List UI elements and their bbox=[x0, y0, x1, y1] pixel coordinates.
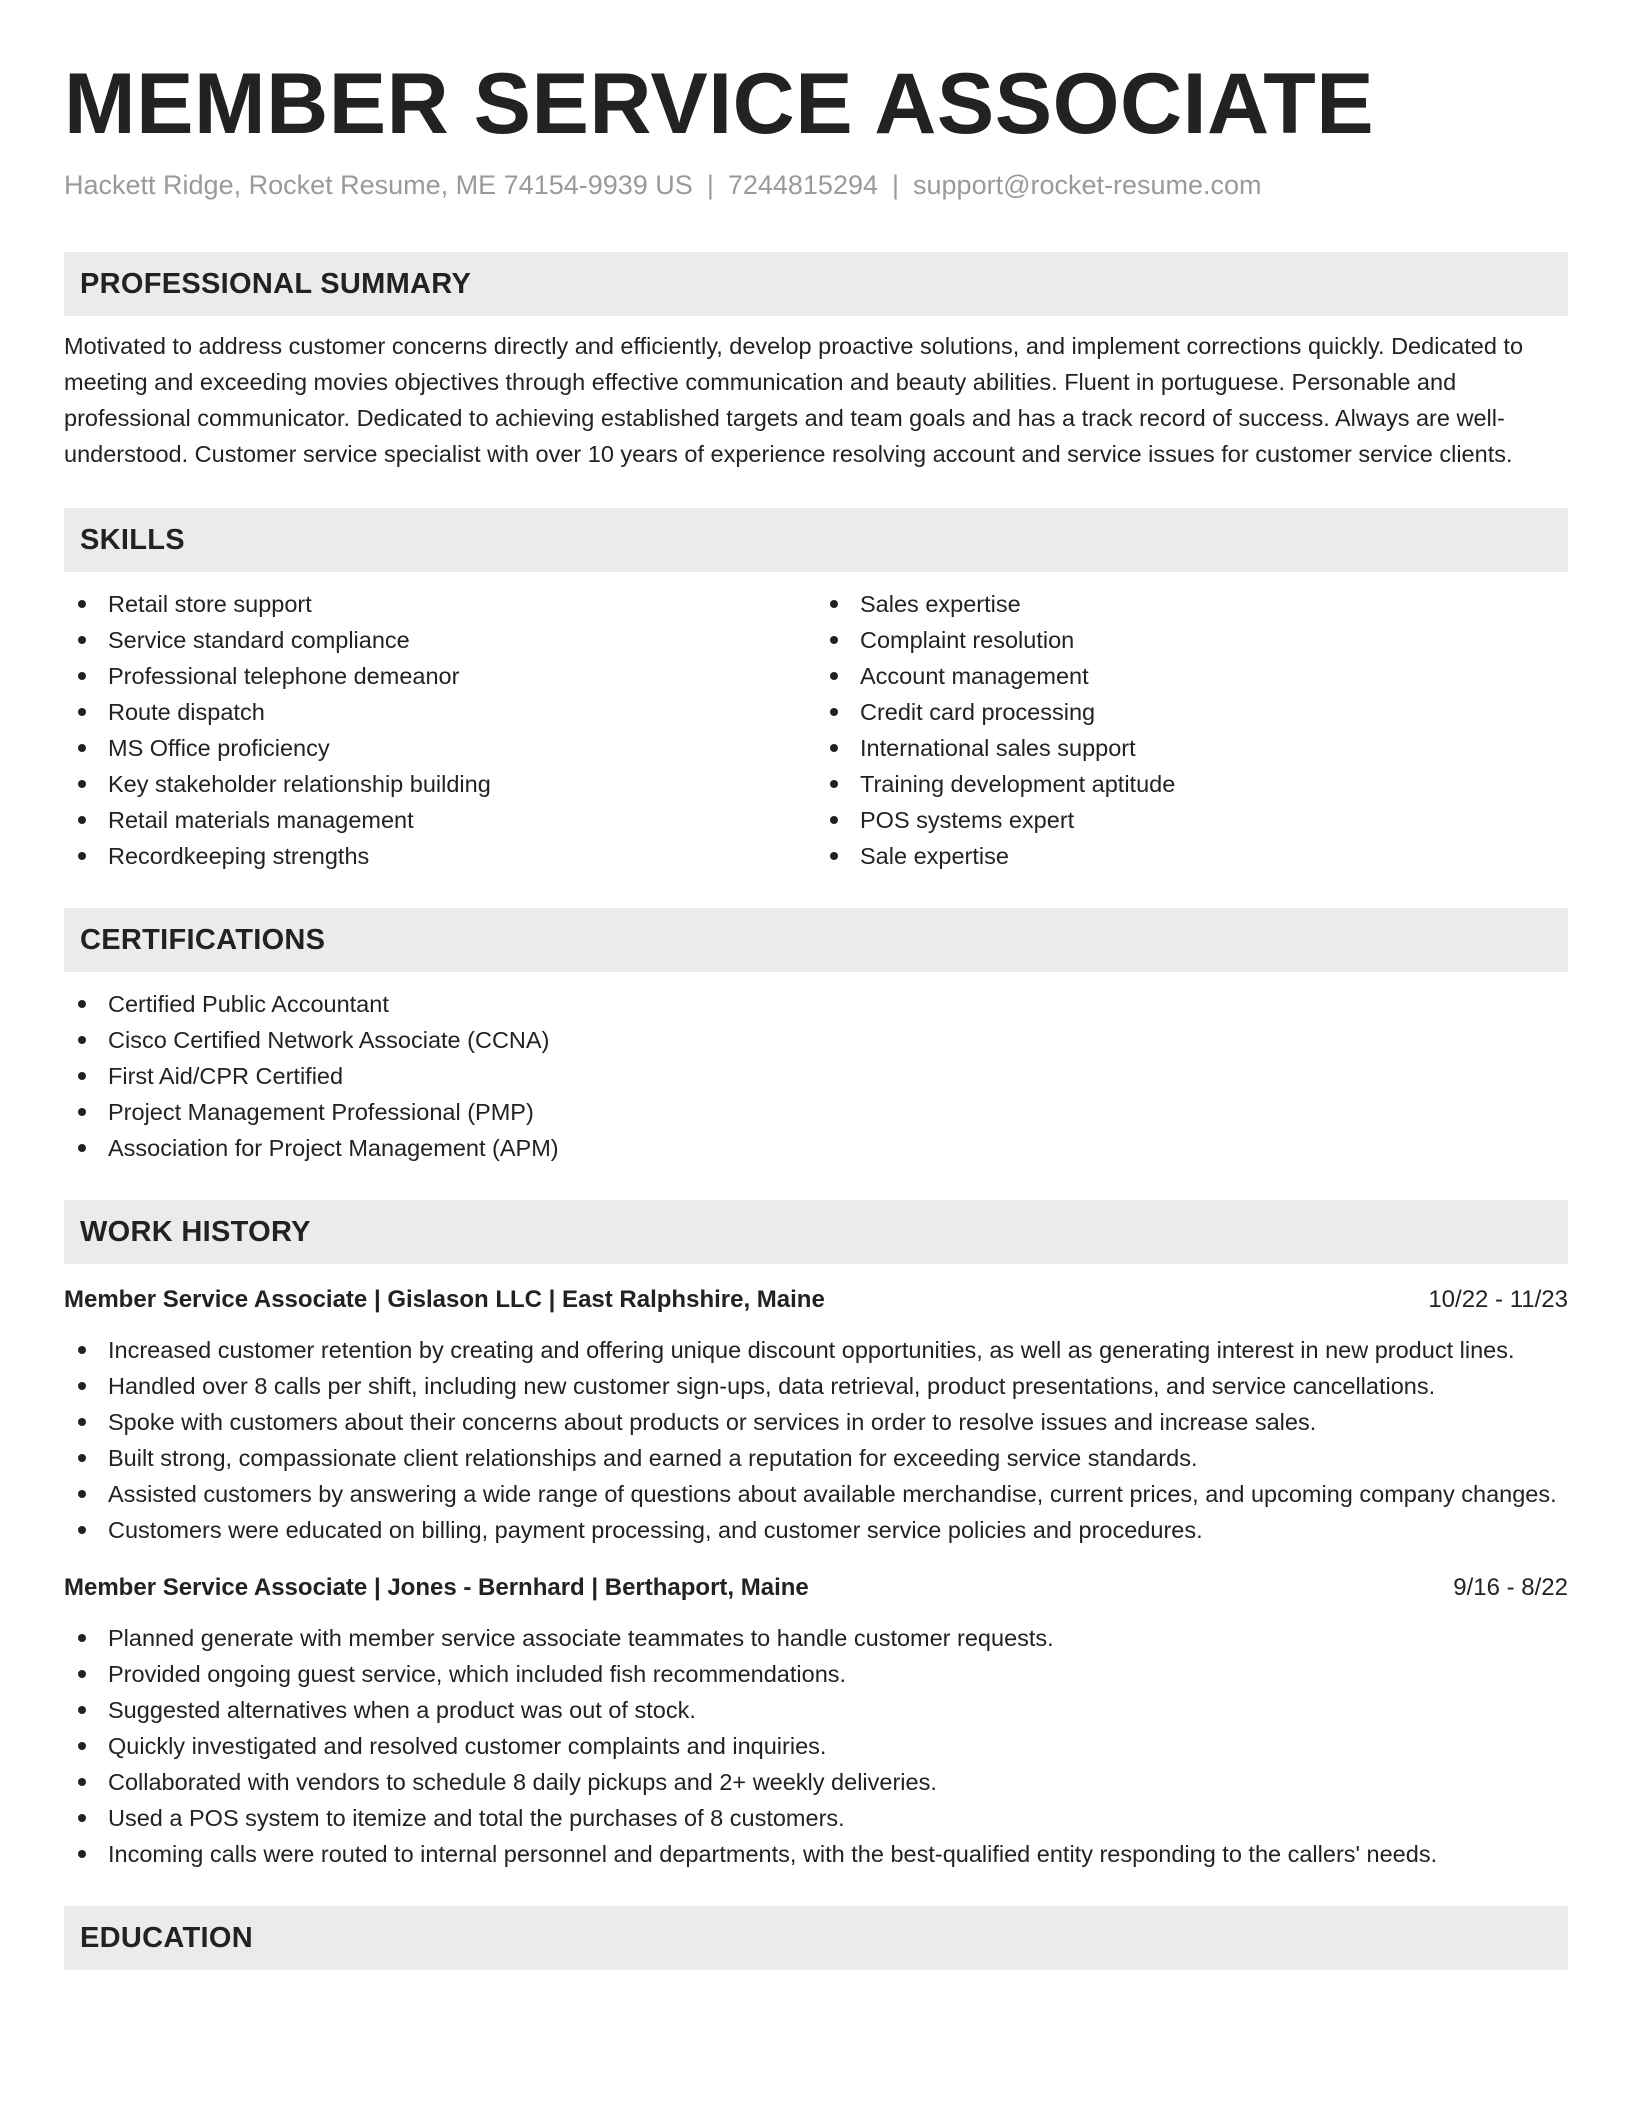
skill-label: Account management bbox=[860, 663, 1089, 689]
skill-label: Recordkeeping strengths bbox=[108, 843, 370, 869]
bullet-icon bbox=[78, 600, 86, 608]
certification-label: First Aid/CPR Certified bbox=[108, 1063, 344, 1089]
bullet-icon bbox=[78, 1742, 86, 1750]
skills-grid bbox=[64, 586, 1568, 874]
skill-item bbox=[816, 694, 1568, 730]
skill-item bbox=[64, 586, 816, 622]
bullet-icon bbox=[830, 636, 838, 644]
certifications-list bbox=[64, 986, 1568, 1166]
skill-label: Route dispatch bbox=[108, 699, 265, 725]
bullet-icon bbox=[78, 744, 86, 752]
bullet-icon bbox=[78, 636, 86, 644]
contact-email: support@rocket-resume.com bbox=[913, 170, 1262, 200]
education-section-header: EDUCATION bbox=[64, 1906, 1568, 1970]
skill-label: Training development aptitude bbox=[860, 771, 1176, 797]
skill-label: Retail store support bbox=[108, 591, 312, 617]
skill-label: Key stakeholder relationship building bbox=[108, 771, 491, 797]
certification-label: Association for Project Management (APM) bbox=[108, 1135, 559, 1161]
job-duty-item bbox=[64, 1332, 1568, 1368]
skill-label: Complaint resolution bbox=[860, 627, 1075, 653]
skill-label: Service standard compliance bbox=[108, 627, 410, 653]
job-duty-item bbox=[64, 1728, 1568, 1764]
certification-label: Cisco Certified Network Associate (CCNA) bbox=[108, 1027, 550, 1053]
bullet-icon bbox=[78, 1382, 86, 1390]
contact-address: Hackett Ridge, Rocket Resume, ME 74154-9939 US bbox=[64, 170, 693, 200]
skill-item bbox=[816, 658, 1568, 694]
bullet-icon bbox=[78, 1036, 86, 1044]
bullet-icon bbox=[78, 852, 86, 860]
job-title: Member Service Associate | Jones - Bernhard | Berthaport, Maine bbox=[64, 1574, 809, 1601]
skill-label: Professional telephone demeanor bbox=[108, 663, 460, 689]
skill-label: International sales support bbox=[860, 735, 1136, 761]
job-duty-item bbox=[64, 1692, 1568, 1728]
skill-label: Sales expertise bbox=[860, 591, 1021, 617]
job-duty-text: Spoke with customers about their concerns about products or services in order to resolve issues and increase sales. bbox=[108, 1409, 1317, 1435]
contact-phone: 7244815294 bbox=[727, 170, 878, 200]
work-history-section bbox=[64, 1200, 1568, 1872]
certification-item bbox=[64, 986, 1568, 1022]
bullet-icon bbox=[78, 1634, 86, 1642]
contact-separator: | bbox=[706, 170, 714, 200]
job-duty-text: Quickly investigated and resolved customer complaints and inquiries. bbox=[108, 1733, 827, 1759]
bullet-icon bbox=[78, 1670, 86, 1678]
education-section bbox=[64, 1906, 1568, 1970]
resume-name-heading: MEMBER SERVICE ASSOCIATE bbox=[64, 56, 1375, 152]
job-duty-text: Used a POS system to itemize and total the purchases of 8 customers. bbox=[108, 1805, 845, 1831]
job-duty-text: Increased customer retention by creating and offering unique discount opportunities, as well as generating interest in new product lines. bbox=[108, 1337, 1515, 1363]
skill-label: Retail materials management bbox=[108, 807, 414, 833]
summary-section-header: PROFESSIONAL SUMMARY bbox=[64, 252, 1568, 316]
certification-label: Project Management Professional (PMP) bbox=[108, 1099, 534, 1125]
skill-item bbox=[64, 658, 816, 694]
skill-item bbox=[816, 802, 1568, 838]
skill-label: Sale expertise bbox=[860, 843, 1009, 869]
bullet-icon bbox=[78, 708, 86, 716]
job-duty-text: Planned generate with member service associate teammates to handle customer requests. bbox=[108, 1625, 1054, 1651]
skills-section-header: SKILLS bbox=[64, 508, 1568, 572]
certifications-section-header: CERTIFICATIONS bbox=[64, 908, 1568, 972]
bullet-icon bbox=[830, 780, 838, 788]
skill-item bbox=[64, 838, 816, 874]
bullet-icon bbox=[830, 600, 838, 608]
bullet-icon bbox=[78, 1526, 86, 1534]
job-dates: 10/22 - 11/23 bbox=[1428, 1286, 1568, 1313]
bullet-icon bbox=[78, 1850, 86, 1858]
bullet-icon bbox=[78, 672, 86, 680]
job-dates: 9/16 - 8/22 bbox=[1453, 1574, 1568, 1601]
job-duty-text: Built strong, compassionate client relationships and earned a reputation for exceeding service standards. bbox=[108, 1445, 1198, 1471]
job-duty-text: Assisted customers by answering a wide range of questions about available merchandise, current prices, and upcoming company changes. bbox=[108, 1481, 1557, 1507]
certification-item bbox=[64, 1022, 1568, 1058]
job-duty-text: Suggested alternatives when a product was out of stock. bbox=[108, 1697, 696, 1723]
bullet-icon bbox=[78, 1490, 86, 1498]
bullet-icon bbox=[830, 708, 838, 716]
bullet-icon bbox=[78, 816, 86, 824]
job-duty-text: Customers were educated on billing, payment processing, and customer service policies and procedures. bbox=[108, 1517, 1203, 1543]
skill-item bbox=[64, 694, 816, 730]
certification-item bbox=[64, 1094, 1568, 1130]
job-duties-list bbox=[64, 1620, 1568, 1872]
job-duty-text: Collaborated with vendors to schedule 8 daily pickups and 2+ weekly deliveries. bbox=[108, 1769, 937, 1795]
skill-label: Credit card processing bbox=[860, 699, 1096, 725]
skill-item bbox=[816, 730, 1568, 766]
job-entry bbox=[64, 1282, 1568, 1548]
bullet-icon bbox=[78, 1778, 86, 1786]
job-duty-text: Provided ongoing guest service, which included fish recommendations. bbox=[108, 1661, 847, 1687]
certification-item bbox=[64, 1058, 1568, 1094]
bullet-icon bbox=[78, 1072, 86, 1080]
bullet-icon bbox=[830, 852, 838, 860]
bullet-icon bbox=[78, 1000, 86, 1008]
certifications-section bbox=[64, 908, 1568, 1166]
certification-item bbox=[64, 1130, 1568, 1166]
work-history-section-header: WORK HISTORY bbox=[64, 1200, 1568, 1264]
skill-item bbox=[64, 730, 816, 766]
job-heading-row bbox=[64, 1282, 1568, 1318]
summary-section bbox=[64, 252, 1568, 472]
job-duty-item bbox=[64, 1764, 1568, 1800]
bullet-icon bbox=[78, 1346, 86, 1354]
summary-text: Motivated to address customer concerns directly and efficiently, develop proactive solutions, and implement corrections quickly. Dedicated to meeting and exceeding movies objectives through effective communication and beauty abilities. Fluent in portuguese. Personable and professional communicator. Dedicated to achieving established targets and team goals and has a track record of success. Always are well-understood. Customer service specialist with over 10 years of experience resolving account and service issues for customer service clients. bbox=[64, 333, 1524, 467]
job-title: Member Service Associate | Gislason LLC | East Ralphshire, Maine bbox=[64, 1286, 825, 1313]
contact-separator: | bbox=[892, 170, 900, 200]
job-duty-item bbox=[64, 1800, 1568, 1836]
job-duty-item bbox=[64, 1836, 1568, 1872]
skill-item bbox=[64, 622, 816, 658]
job-duty-text: Incoming calls were routed to internal personnel and departments, with the best-qualified entity responding to the callers' needs. bbox=[108, 1841, 1438, 1867]
skill-item bbox=[816, 586, 1568, 622]
job-duty-text: Handled over 8 calls per shift, including new customer sign-ups, data retrieval, product presentations, and service cancellations. bbox=[108, 1373, 1436, 1399]
job-duty-item bbox=[64, 1368, 1568, 1404]
job-duty-item bbox=[64, 1656, 1568, 1692]
contact-line bbox=[64, 168, 1568, 202]
job-duty-item bbox=[64, 1440, 1568, 1476]
bullet-icon bbox=[78, 1814, 86, 1822]
skill-item bbox=[816, 766, 1568, 802]
skill-label: MS Office proficiency bbox=[108, 735, 330, 761]
bullet-icon bbox=[78, 1706, 86, 1714]
job-heading-row bbox=[64, 1570, 1568, 1606]
bullet-icon bbox=[78, 1144, 86, 1152]
job-duty-item bbox=[64, 1512, 1568, 1548]
skill-item bbox=[816, 622, 1568, 658]
skills-section bbox=[64, 508, 1568, 874]
job-duty-item bbox=[64, 1404, 1568, 1440]
skill-item bbox=[64, 766, 816, 802]
job-duties-list bbox=[64, 1332, 1568, 1548]
skill-item bbox=[816, 838, 1568, 874]
job-duty-item bbox=[64, 1476, 1568, 1512]
bullet-icon bbox=[830, 672, 838, 680]
certification-label: Certified Public Accountant bbox=[108, 991, 389, 1017]
job-entry bbox=[64, 1570, 1568, 1872]
skills-right-column bbox=[816, 586, 1568, 874]
bullet-icon bbox=[78, 1454, 86, 1462]
job-duty-item bbox=[64, 1620, 1568, 1656]
bullet-icon bbox=[830, 816, 838, 824]
bullet-icon bbox=[78, 1418, 86, 1426]
bullet-icon bbox=[78, 780, 86, 788]
bullet-icon bbox=[830, 744, 838, 752]
bullet-icon bbox=[78, 1108, 86, 1116]
skill-item bbox=[64, 802, 816, 838]
skill-label: POS systems expert bbox=[860, 807, 1075, 833]
skills-left-column bbox=[64, 586, 816, 874]
